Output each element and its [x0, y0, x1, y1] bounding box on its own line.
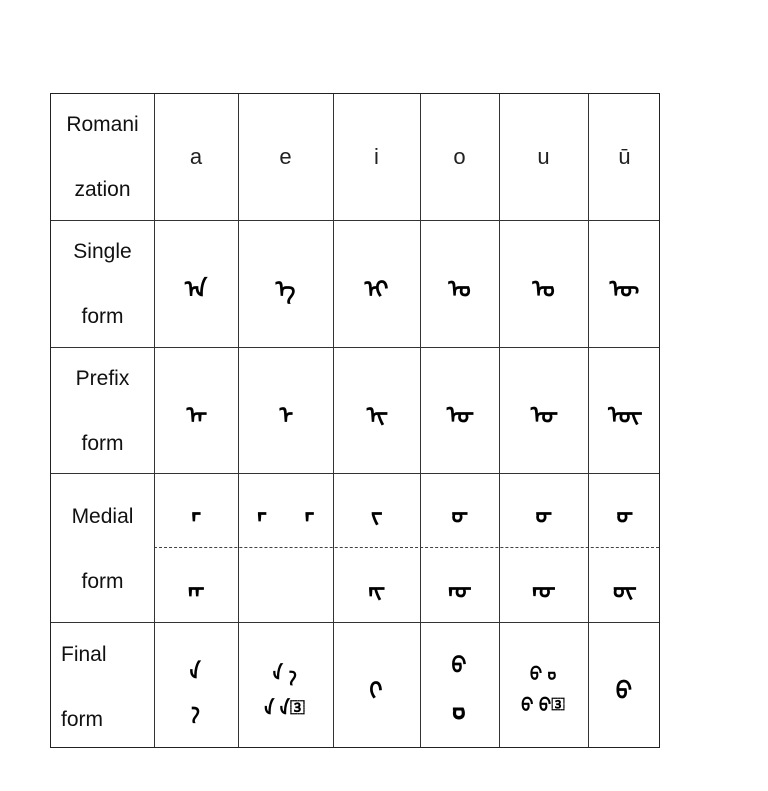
prefix-form-i-glyph: ᠢ‍ [366, 401, 387, 429]
prefix-form-uu-glyph: ᠦ‍ [608, 401, 641, 429]
final-form-i-glyph: ‍ᠢ [370, 676, 383, 705]
final-form-a-glyph: ‍ᠠ [191, 659, 201, 685]
medial-form-o-alt-glyph: ‍ᠣ᠋‍ [449, 575, 470, 604]
medial-form-e-glyphs [238, 473, 333, 547]
final-form-a-glyphs [154, 622, 238, 749]
medial-form-u-alt-glyph: ‍ᠤ᠋‍ [533, 575, 554, 604]
medial-form-uu-glyph: ‍ᠦ‍ [617, 501, 632, 529]
final-form-e-glyphs [238, 622, 333, 749]
medial-form-a-alt-glyph: ‍ᠠ᠋‍ [189, 575, 203, 604]
final-form-o-glyph: ‍ᠣ [452, 654, 467, 679]
medial-form-o-glyph: ‍ᠣ‍ [452, 501, 467, 529]
prefix-form-o-glyph: ᠣ‍ [446, 401, 473, 429]
row-header-romanization [51, 114, 154, 200]
row-header-line: Final [61, 643, 107, 666]
prefix-form-a-glyph: ᠠ‍ [186, 401, 206, 429]
row-header-line: form [81, 432, 124, 455]
final-form-a-glyph-alt: ‍ᠠ᠋ [192, 697, 200, 723]
single-form-u-glyph: ᠤ [532, 274, 555, 303]
row-header-prefix-form [51, 368, 154, 454]
final-form-e-glyph-alt: ‍ᠡ᠌ ‍ᠡ᠍ [265, 695, 306, 720]
final-form-u-glyph-alt: ‍ᠤ᠌ ‍ᠤ᠍ [522, 694, 565, 716]
final-form-o-glyph-alt: ‍ᠣ᠋ [453, 694, 466, 727]
single-form-i-glyph: ᠢ [364, 274, 389, 303]
medial-form-i-alt-glyph: ‍ᠢ᠋‍ [369, 575, 384, 604]
row-header-medial-form [51, 506, 154, 592]
prefix-form-e-glyph: ᠡ‍ [279, 401, 292, 429]
single-form-uu-glyph: ᠦ [609, 274, 640, 303]
final-form-u-glyph: ‍ᠤ ‍ᠤ᠋ [530, 663, 557, 685]
final-form-u-glyphs [499, 622, 588, 749]
prefix-form-u-glyph: ᠤ‍ [530, 401, 557, 429]
romanization-i: i [374, 144, 379, 169]
medial-form-i-glyph: ‍ᠢ‍ [372, 501, 381, 529]
row-header-line: zation [74, 178, 131, 201]
medial-form-u-glyph: ‍ᠤ‍ [536, 501, 551, 529]
row-header-line: form [81, 570, 124, 593]
romanization-o: o [453, 144, 466, 169]
single-form-o-glyph: ᠣ [448, 274, 471, 303]
romanization-u-macron: ū [618, 144, 631, 169]
row-header-line: Single [73, 240, 132, 263]
final-form-e-glyph: ‍ᠡ ‍ᠡ᠋ [274, 660, 297, 685]
vowel-forms-table [50, 93, 660, 748]
row-header-final-form [51, 644, 154, 730]
row-header-line: form [61, 708, 103, 731]
romanization-a: a [189, 144, 203, 169]
row-header-line: Medial [71, 505, 134, 528]
medial-form-e-glyph: ‍ᠡ‍ [258, 501, 266, 529]
final-form-o-glyphs [420, 622, 499, 749]
medial-form-a-glyph: ‍ᠠ‍ [192, 501, 200, 529]
row-header-single-form [51, 241, 154, 327]
romanization-u: u [537, 144, 550, 169]
medial-form-e-glyph-alt: ‍ᠠ‍ [305, 501, 313, 529]
final-form-uu-glyph: ‍ᠦ [616, 676, 633, 705]
row-header-line: Romani [66, 113, 139, 136]
single-form-a-glyph: ᠠ [184, 274, 208, 303]
row-header-line: form [81, 305, 124, 328]
single-form-e-glyph: ᠡ [275, 274, 296, 303]
medial-form-uu-alt-glyph: ‍ᠦ᠋‍ [614, 575, 635, 604]
row-header-line: Prefix [75, 367, 130, 390]
romanization-e: e [279, 144, 292, 169]
